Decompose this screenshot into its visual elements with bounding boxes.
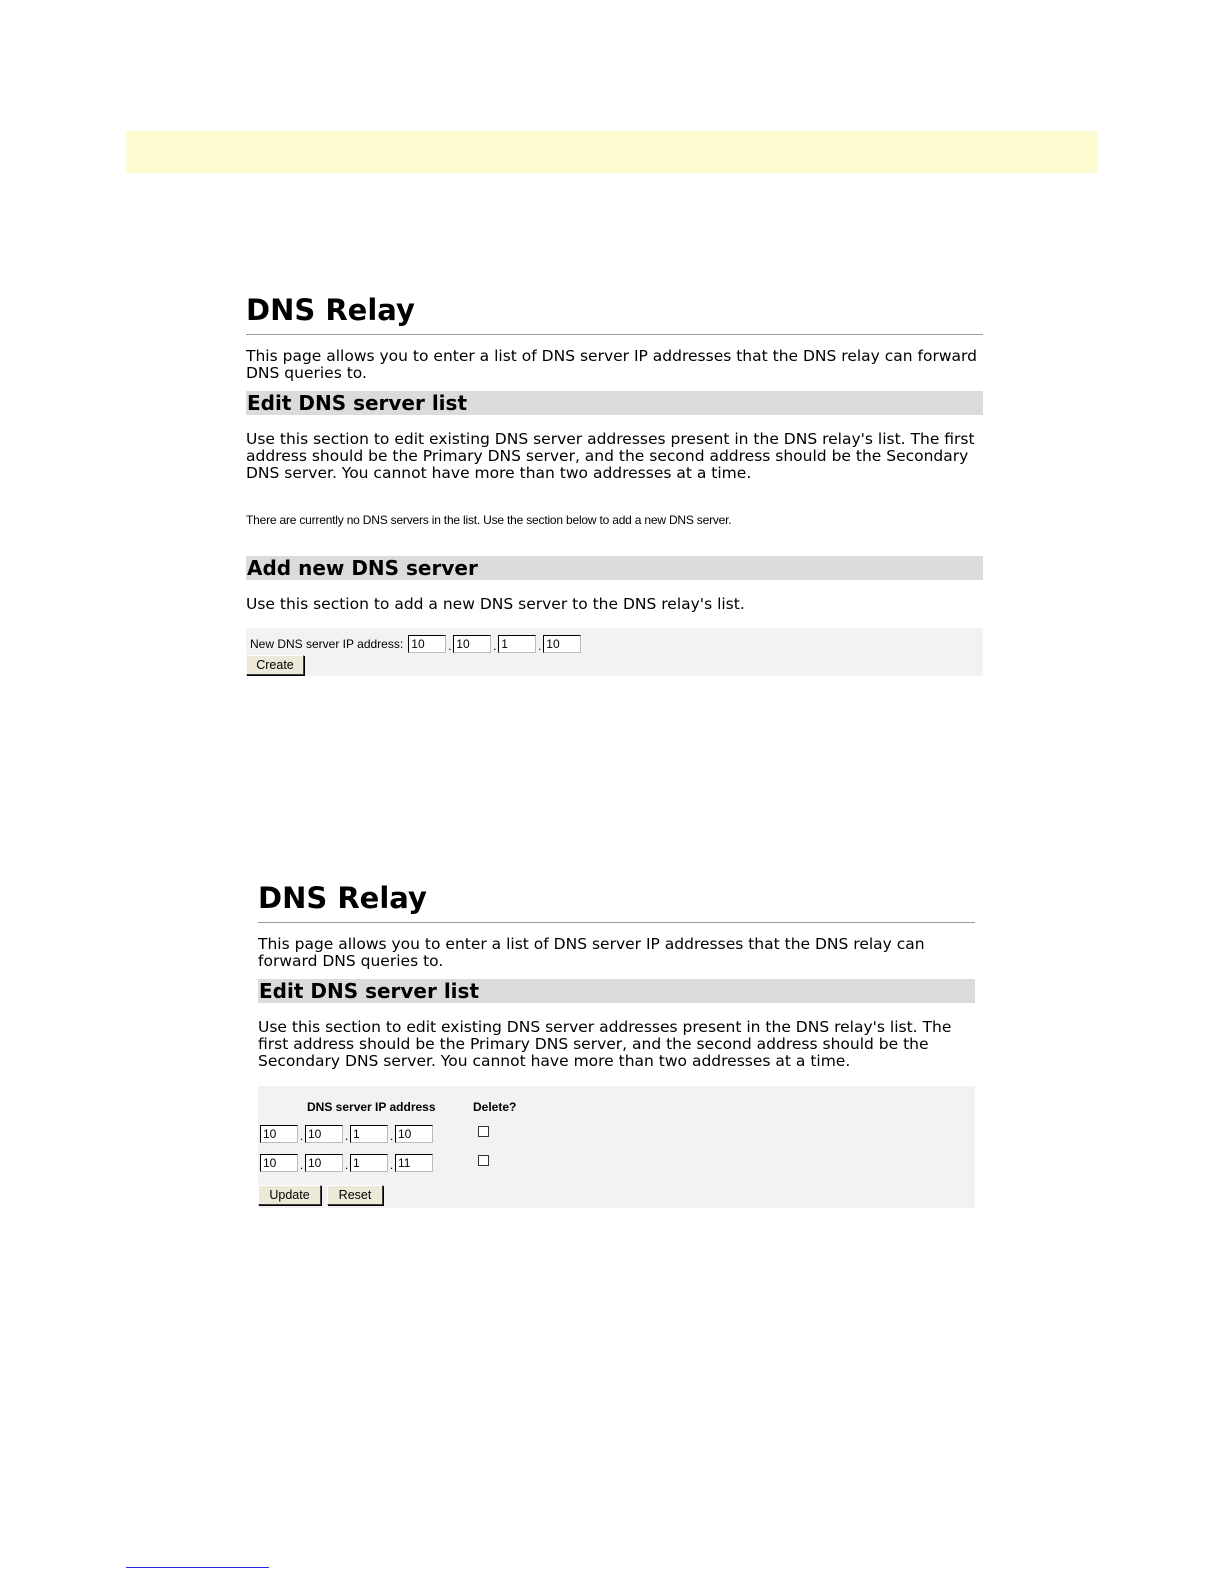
edit-section-description: Use this section to edit existing DNS server addresses present in the DNS relay's list. The first address should be the Primary DNS server, and the second address should be the Secondary DNS server. You cannot have more than two addresses at a time. <box>246 430 975 482</box>
ip-octet-4-input[interactable]: 10 <box>543 635 581 653</box>
page-title: DNS Relay <box>246 293 415 327</box>
ip-dot: . <box>344 1157 349 1172</box>
add-server-form <box>246 628 983 676</box>
row2-ip-octet-3-input[interactable]: 1 <box>350 1154 388 1172</box>
server-row <box>260 1123 433 1143</box>
update-button[interactable]: Update <box>258 1185 321 1205</box>
row1-ip-octet-1-input[interactable]: 10 <box>260 1125 298 1143</box>
ip-dot: . <box>389 1128 394 1143</box>
row2-delete-checkbox[interactable] <box>478 1155 489 1166</box>
page-intro: This page allows you to enter a list of DNS server IP addresses that the DNS relay can forward DNS queries to. <box>258 935 925 970</box>
header-band <box>126 131 1098 173</box>
ip-field-label: New DNS server IP address: <box>250 637 404 651</box>
ip-octet-3-input[interactable]: 1 <box>498 635 536 653</box>
create-button[interactable]: Create <box>246 655 304 675</box>
page-intro: This page allows you to enter a list of DNS server IP addresses that the DNS relay can forward DNS queries to. <box>246 347 977 382</box>
ip-dot: . <box>538 638 542 653</box>
row1-ip-octet-4-input[interactable]: 10 <box>395 1125 433 1143</box>
ip-entry-row <box>250 633 581 653</box>
row1-delete-checkbox[interactable] <box>478 1126 489 1137</box>
column-header-ip: DNS server IP address <box>307 1100 436 1114</box>
row1-ip-octet-2-input[interactable]: 10 <box>305 1125 343 1143</box>
ip-dot: . <box>344 1128 349 1143</box>
row2-ip-octet-2-input[interactable]: 10 <box>305 1154 343 1172</box>
row2-ip-octet-1-input[interactable]: 10 <box>260 1154 298 1172</box>
ip-dot: . <box>448 638 452 653</box>
add-section-description: Use this section to add a new DNS server to the DNS relay's list. <box>246 595 745 613</box>
section-heading-edit: Edit DNS server list <box>246 391 983 415</box>
column-header-delete: Delete? <box>473 1100 517 1114</box>
edit-section-description: Use this section to edit existing DNS server addresses present in the DNS relay's list. The first address should be the Primary DNS server, and the second address should be the Secondary DNS server. You cannot have more than two addresses at a time. <box>258 1018 952 1070</box>
row2-ip-octet-4-input[interactable]: 11 <box>395 1154 433 1172</box>
ip-octet-2-input[interactable]: 10 <box>453 635 491 653</box>
ip-dot: . <box>299 1128 304 1143</box>
ip-dot: . <box>389 1157 394 1172</box>
server-list-form <box>258 1086 975 1208</box>
dns-relay-panel-list <box>258 880 975 1208</box>
title-divider <box>246 334 983 335</box>
dns-relay-panel-empty <box>246 292 983 676</box>
footer-rule <box>126 1567 269 1568</box>
section-heading-edit: Edit DNS server list <box>258 979 975 1003</box>
ip-dot: . <box>299 1157 304 1172</box>
page-title: DNS Relay <box>258 881 427 915</box>
ip-octet-1-input[interactable]: 10 <box>408 635 446 653</box>
row1-ip-octet-3-input[interactable]: 1 <box>350 1125 388 1143</box>
title-divider <box>258 922 975 923</box>
empty-list-note: There are currently no DNS servers in the list. Use the section below to add a new DNS server. <box>246 513 732 527</box>
server-row <box>260 1152 433 1172</box>
reset-button[interactable]: Reset <box>327 1185 383 1205</box>
section-heading-add: Add new DNS server <box>246 556 983 580</box>
ip-dot: . <box>493 638 497 653</box>
